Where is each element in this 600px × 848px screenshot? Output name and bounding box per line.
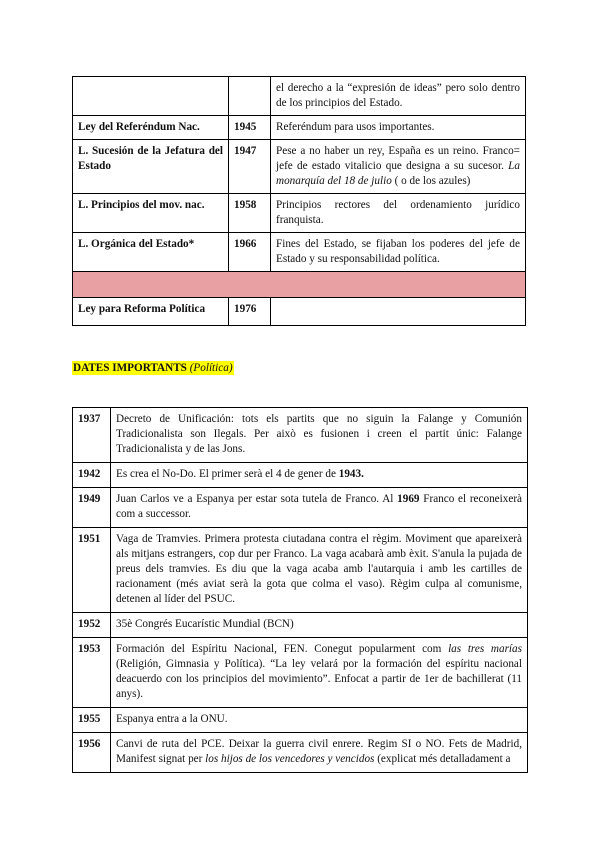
- table-row: [73, 463, 528, 488]
- section-heading: [72, 361, 234, 375]
- date-text-a: Es crea el No-Do. El primer serà el 4 de gener de: [116, 468, 339, 480]
- heading-italic: (Política): [189, 362, 233, 374]
- date-year: 1955: [73, 708, 111, 733]
- date-text: 35è Congrés Eucarístic Mundial (BCN): [111, 613, 528, 638]
- table-row: [73, 77, 526, 116]
- table-row: [73, 298, 526, 326]
- date-text-b: (Religión, Gimnasia y Política). “La ley velará por la formación del espíritu nacional deacuerdo con los principios del movimiento”. Enfocat a partir de 1er de bachillerat (11 anys).: [116, 658, 522, 700]
- law-description: Referéndum para usos importantes.: [271, 116, 526, 140]
- law-name: L. Orgánica del Estado*: [73, 233, 229, 272]
- date-year: 1953: [73, 638, 111, 708]
- law-description: Fines del Estado, se fijaban los poderes del jefe de Estado y su responsabilidad política.: [271, 233, 526, 272]
- table-row: [73, 140, 526, 194]
- date-text-a: Canvi de ruta del PCE. Deixar la guerra civil enrere. Regim SI o NO. Fets de Madrid, Manifest signat per: [116, 738, 522, 765]
- date-text: [111, 733, 528, 773]
- date-text-italic: las tres marías: [448, 643, 522, 655]
- date-text-b: (explicat més detalladament a: [374, 753, 511, 765]
- table-row: [73, 638, 528, 708]
- table-row: [73, 613, 528, 638]
- law-description-text: Pese a no haber un rey, España es un reino. Franco= jefe de estado vitalicio que designa a su sucesor.: [276, 145, 520, 172]
- date-text-c: Franco el reconeixerà com a successor.: [116, 493, 523, 520]
- date-text-a: Formación del Espíritu Nacional, FEN. Conegut popularment com: [116, 643, 449, 655]
- date-year: 1951: [73, 528, 111, 613]
- date-text: [111, 488, 528, 528]
- date-year: 1952: [73, 613, 111, 638]
- date-text-bold: 1943.: [338, 468, 364, 480]
- date-year: 1949: [73, 488, 111, 528]
- date-text: Decreto de Unificación: tots els partits que no siguin la Falange y Comunión Tradicionalista son Ilegals. Per això es fusionen i creen el partit únic: Falange Tradicionalista y de las Jons.: [111, 408, 528, 463]
- law-name: Ley para Reforma Política: [73, 298, 229, 326]
- law-description-tail: ( o de los azules): [391, 175, 471, 187]
- date-text: [111, 638, 528, 708]
- law-year: 1966: [229, 233, 271, 272]
- pink-separator: [73, 272, 526, 298]
- table-row: [73, 116, 526, 140]
- law-year: 1945: [229, 116, 271, 140]
- table-row: [73, 708, 528, 733]
- date-text-a: Juan Carlos ve a Espanya per estar sota tutela de Franco. Al: [116, 493, 398, 505]
- table-row: [73, 733, 528, 773]
- date-year: 1937: [73, 408, 111, 463]
- table-row: [73, 233, 526, 272]
- date-year: 1942: [73, 463, 111, 488]
- date-text-italic: los hijos de los vencedores y vencidos: [205, 753, 375, 765]
- law-description: Principios rectores del ordenamiento jurídico franquista.: [271, 194, 526, 233]
- law-name: Ley del Referéndum Nac.: [73, 116, 229, 140]
- laws-table: [72, 76, 526, 326]
- date-text-bold: 1969: [397, 493, 420, 505]
- law-year: 1976: [229, 298, 271, 326]
- table-row: [73, 488, 528, 528]
- law-year: [229, 77, 271, 116]
- law-description-italic: La monarquía del 18 de julio: [276, 160, 520, 187]
- law-description: el derecho a la “expresión de ideas” pero solo dentro de los principios del Estado.: [271, 77, 526, 116]
- table-row: [73, 408, 528, 463]
- table-row: [73, 194, 526, 233]
- table-row: [73, 528, 528, 613]
- date-text: Vaga de Tramvies. Primera protesta ciutadana contra el règim. Moviment que apareixerà als mitjans estrangers, cop dur per Franco. La vaga acabarà amb èxit. S'anula la pujada de preus dels tramvies. Es diu que la vaga acaba amb l'autarquia i amb les cartilles de racionament (més aviat serà la gota que colma el vaso). Règim culpa al comunisme, detenen al líder del PSUC.: [111, 528, 528, 613]
- date-year: 1956: [73, 733, 111, 773]
- law-description: [271, 298, 526, 326]
- law-year: 1958: [229, 194, 271, 233]
- law-year: 1947: [229, 140, 271, 194]
- law-name: L. Principios del mov. nac.: [73, 194, 229, 233]
- law-description: [271, 140, 526, 194]
- law-name: L. Sucesión de la Jefatura del Estado: [73, 140, 229, 194]
- separator-row: [73, 272, 526, 298]
- date-text: [111, 463, 528, 488]
- law-name: [73, 77, 229, 116]
- heading-text: DATES IMPORTANTS: [73, 362, 190, 374]
- date-text: Espanya entra a la ONU.: [111, 708, 528, 733]
- dates-table: [72, 407, 528, 773]
